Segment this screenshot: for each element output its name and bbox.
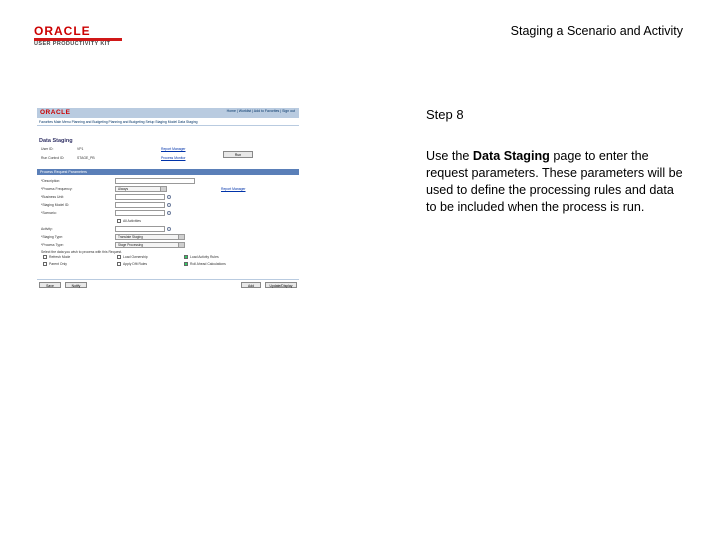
user-id-label: User ID:: [41, 147, 54, 151]
load-activity-rules-label: Load Activity Rules: [190, 255, 219, 259]
activity-label: Activity:: [41, 227, 53, 231]
process-instance-link[interactable]: Report Manager: [221, 187, 246, 191]
refresh-mode-label: Refresh Mode: [49, 255, 71, 259]
scenario-lookup-icon[interactable]: [167, 211, 171, 215]
note-text: Select the data you wish to process with this Request.: [41, 250, 123, 254]
step-label: Step 8: [426, 107, 464, 122]
screenshot-nav-bar: [37, 118, 299, 126]
apply-dflt-rules-label: Apply Dflt Rules: [123, 262, 148, 266]
user-id-value: VP1: [77, 147, 84, 151]
screenshot-top-links[interactable]: Home | Worklist | Add to Favorites | Sign out: [226, 109, 295, 113]
desc-bold: Data Staging: [472, 149, 550, 163]
add-button[interactable]: Add: [241, 282, 261, 288]
frequency-label: *Process Frequency:: [41, 187, 73, 191]
description-label: *Description:: [41, 179, 61, 183]
business-unit-label: *Business Unit:: [41, 195, 64, 199]
staging-type-select[interactable]: Translate Staging: [115, 234, 185, 240]
desc-post: page to enter the request parameters. These parameters will be used to define the processing rules and data to be included when the process is run.: [426, 149, 683, 214]
screenshot-bottom-toolbar: [37, 279, 299, 288]
logo-upk-text: USER PRODUCTIVITY KIT: [34, 41, 111, 47]
description-input[interactable]: [115, 178, 195, 184]
run-control-value: STAGE_PB: [77, 156, 95, 160]
save-button[interactable]: Save: [39, 282, 61, 288]
apply-dflt-rules-checkbox[interactable]: [117, 262, 121, 266]
slide-title: Staging a Scenario and Activity: [510, 24, 683, 38]
frequency-select[interactable]: Always: [115, 186, 167, 192]
refresh-mode-checkbox[interactable]: [43, 255, 47, 259]
parent-only-label: Parent Only: [49, 262, 67, 266]
staging-model-input[interactable]: [115, 202, 165, 208]
report-manager-link[interactable]: Report Manager: [161, 147, 186, 151]
embedded-screenshot: [37, 108, 299, 288]
staging-model-label: *Staging Model ID:: [41, 203, 70, 207]
load-activity-rules-checkbox[interactable]: [184, 255, 188, 259]
staging-type-label: *Staging Type:: [41, 235, 63, 239]
load-ownership-checkbox[interactable]: [117, 255, 121, 259]
parameters-section-header: [37, 169, 299, 175]
section-title: Process Request Parameters: [40, 169, 87, 174]
run-control-label: Run Control ID:: [41, 156, 65, 160]
all-activities-label: All Activities: [123, 219, 141, 223]
notify-button[interactable]: Notify: [65, 282, 87, 288]
roll-ahead-label: Roll Ahead Calculations: [190, 262, 226, 266]
screenshot-header-bar: [37, 108, 299, 118]
process-type-select[interactable]: Stage Processing: [115, 242, 185, 248]
oracle-upk-logo: [34, 24, 124, 48]
process-monitor-link[interactable]: Process Monitor: [161, 156, 186, 160]
scenario-input[interactable]: [115, 210, 165, 216]
activity-input[interactable]: [115, 226, 165, 232]
staging-model-lookup-icon[interactable]: [167, 203, 171, 207]
screenshot-page-title: Data Staging: [39, 138, 73, 144]
process-type-label: *Process Type:: [41, 243, 64, 247]
business-unit-input[interactable]: [115, 194, 165, 200]
load-ownership-label: Load Ownership: [123, 255, 148, 259]
screenshot-breadcrumb[interactable]: Favorites Main Menu Planning and Budgeting Planning and Budgeting Setup Staging Model Data Staging: [39, 120, 198, 124]
activity-lookup-icon[interactable]: [167, 227, 171, 231]
parent-only-checkbox[interactable]: [43, 262, 47, 266]
update-display-button[interactable]: Update/Display: [265, 282, 297, 288]
business-unit-lookup-icon[interactable]: [167, 195, 171, 199]
step-description: [426, 148, 686, 216]
desc-pre: Use the: [426, 149, 473, 163]
run-button[interactable]: Run: [223, 151, 253, 158]
all-activities-checkbox[interactable]: [117, 219, 121, 223]
logo-oracle-text: ORACLE: [34, 24, 91, 38]
screenshot-oracle-logo: ORACLE: [40, 109, 71, 116]
roll-ahead-checkbox[interactable]: [184, 262, 188, 266]
scenario-label: *Scenario:: [41, 211, 57, 215]
